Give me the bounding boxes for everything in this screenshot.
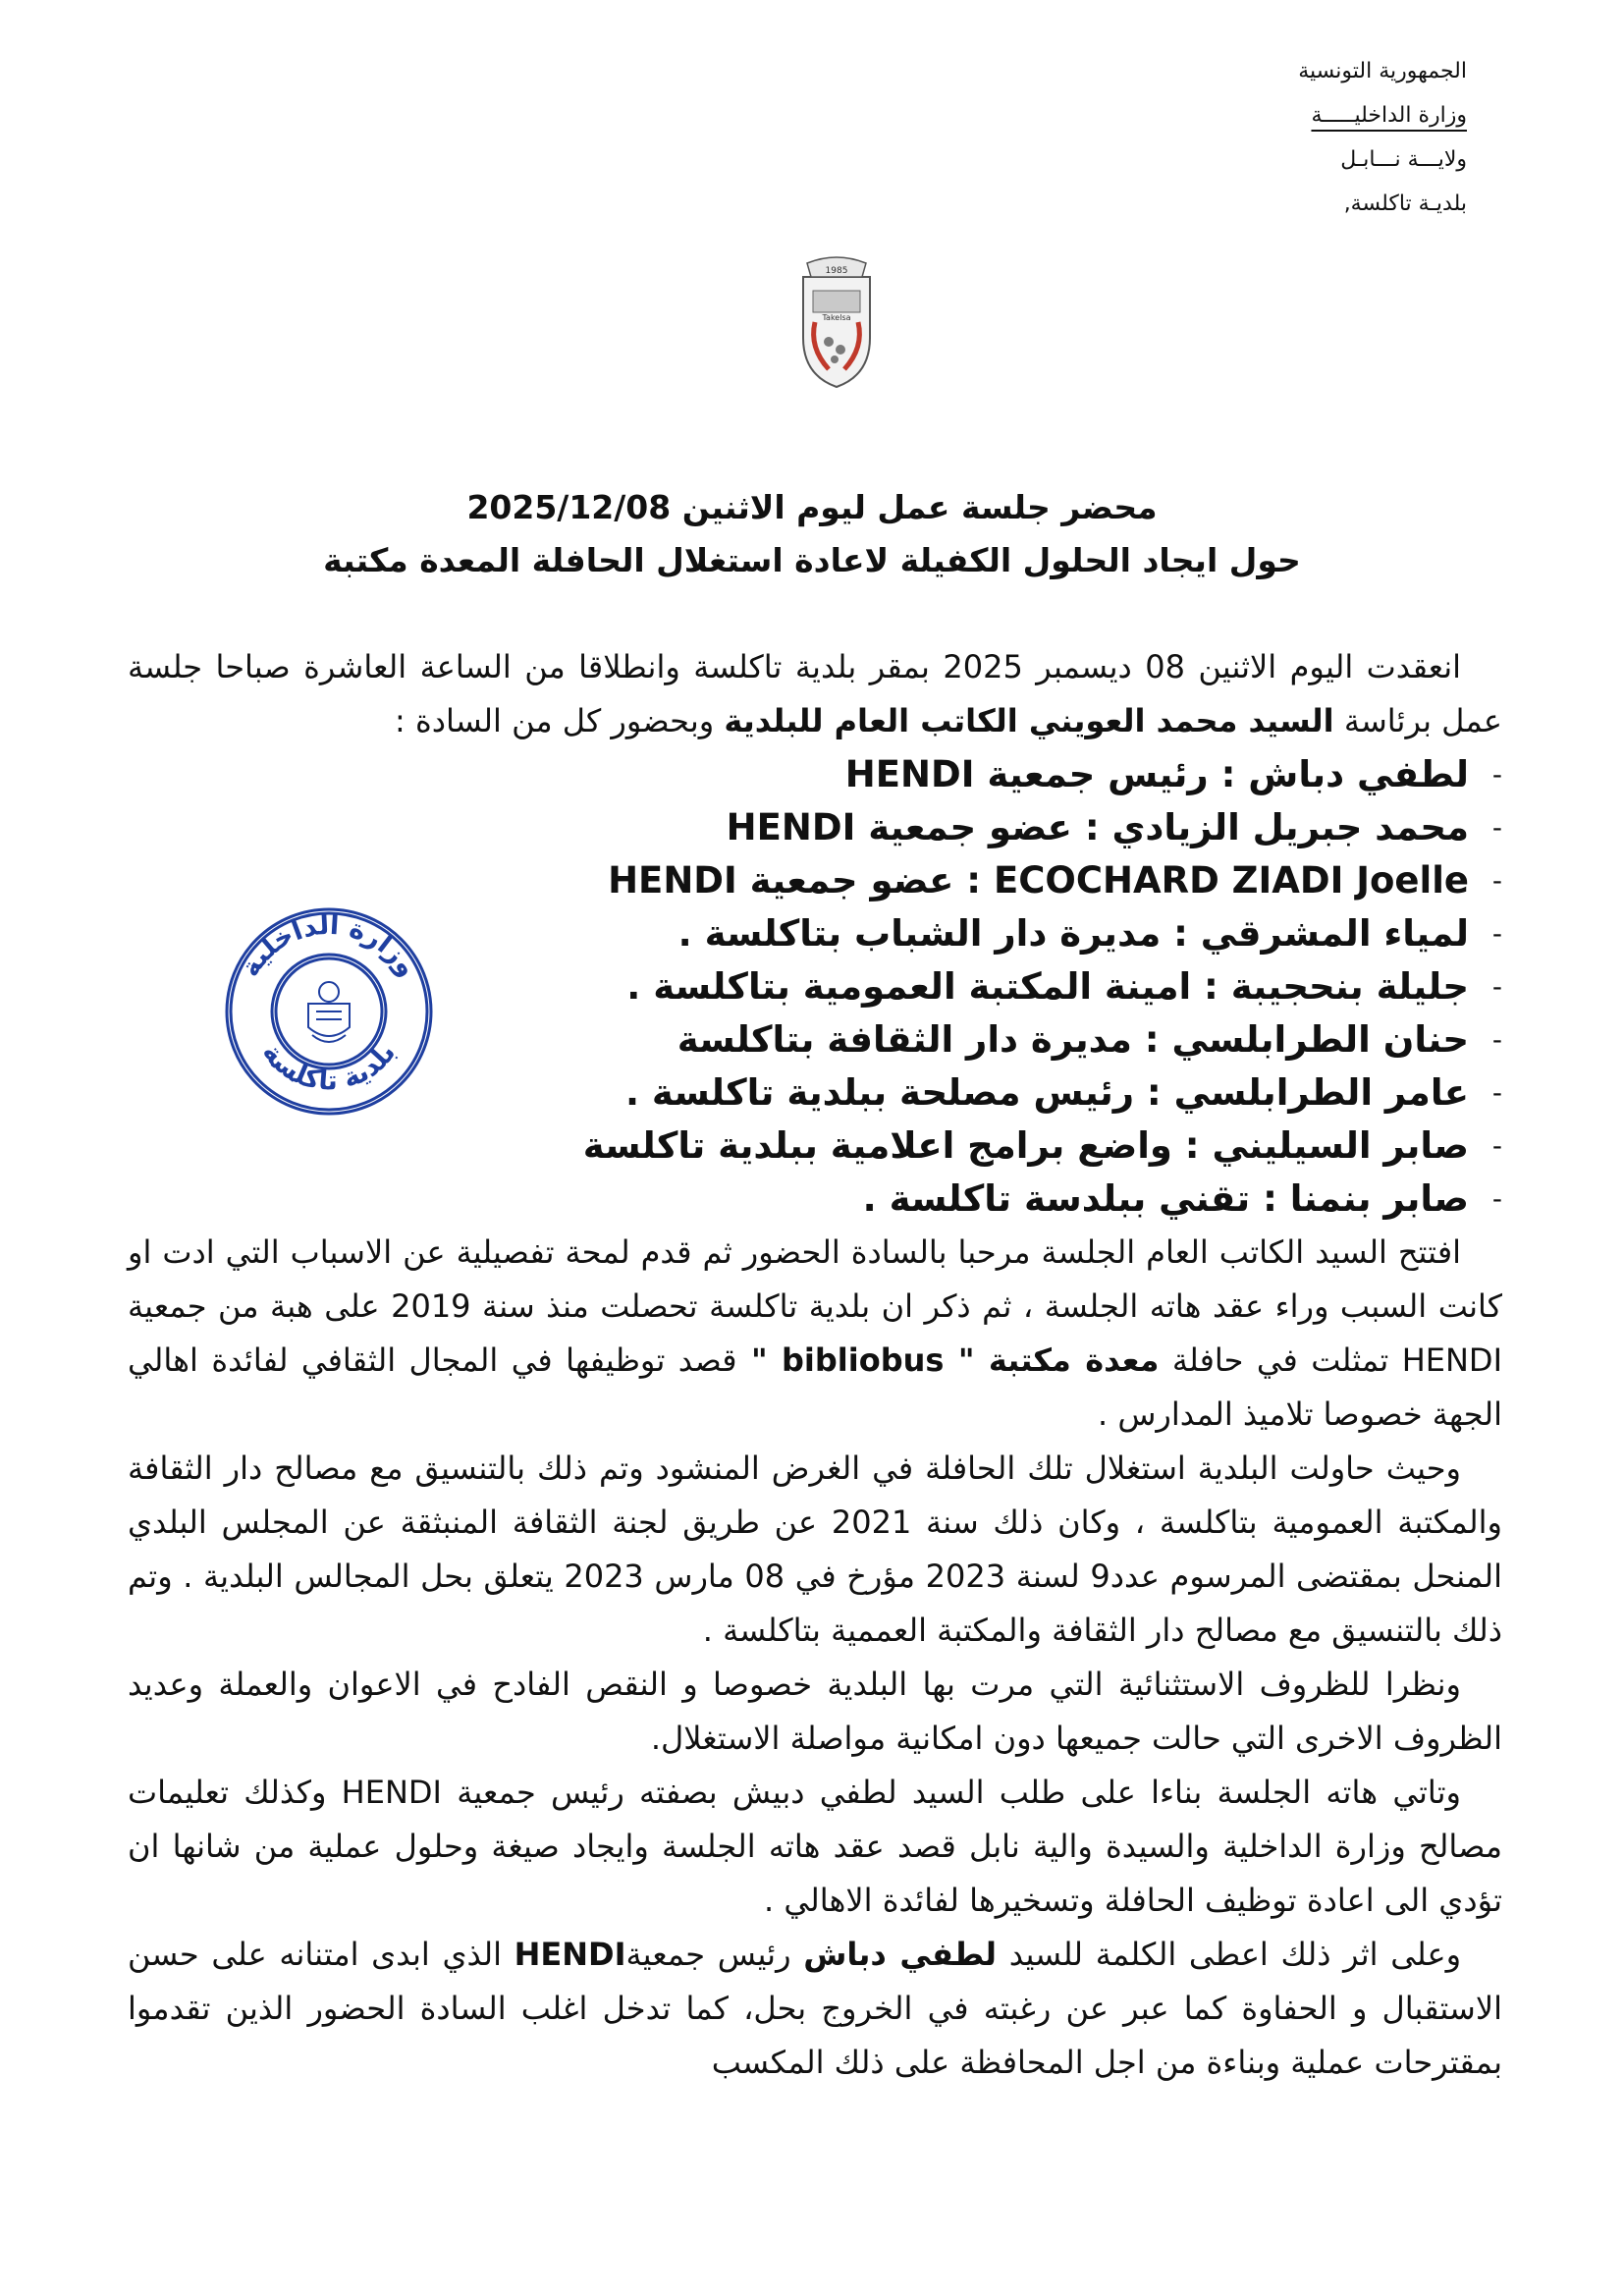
paragraph-circumstances: ونظرا للظروف الاستثنائية التي مرت بها البلدية خصوصا و النقص الفادح في الاعوان والعملة وعديد الظروف الاخرى التي حالت جميعها دون امكانية مواصلة الاستغلال. xyxy=(128,1666,1502,1757)
attendee-item xyxy=(128,1013,1502,1066)
attendee-item xyxy=(128,960,1502,1013)
para1-text-1: افتتح السيد الكاتب العام الجلسة مرحبا بالسادة الحضور ثم قدم لمحة تفصيلية عن الاسباب التي ادت او كانت السبب وراء عقد هاته الجلسة ، ثم ذكر ان بلدية تاكلسة تحصلت منذ سنة 2019 على هبة من جمعية HENDI تمثلت في حافلة xyxy=(128,1233,1503,1379)
paragraph-discussion xyxy=(128,1928,1502,2090)
bullet-dash: - xyxy=(1491,917,1502,950)
country-name: الجمهورية التونسية xyxy=(1298,59,1467,83)
emblem-year: 1985 xyxy=(825,266,848,276)
intro-paragraph xyxy=(128,640,1502,748)
governorate-name: ولايـــة نـــابـل xyxy=(1340,147,1467,172)
municipal-emblem-icon xyxy=(789,253,884,391)
bullet-dash: - xyxy=(1491,1076,1502,1109)
attendee-text: جليلة بنحجيبة : امينة المكتبة العمومية بتاكلسة . xyxy=(626,965,1469,1008)
attendee-text: لمياء المشرقي : مديرة دار الشباب بتاكلسة . xyxy=(677,912,1469,955)
intro-text-1: انعقدت اليوم الاثنين 08 ديسمبر 2025 بمقر بلدية تاكلسة وانطلاقا من الساعة العاشرة صباحا جلسة عمل برئاسة xyxy=(128,648,1502,739)
stamp-bottom-text: بلدية تاكلسة xyxy=(255,1037,403,1097)
attendee-item xyxy=(128,1066,1502,1120)
bullet-dash: - xyxy=(1491,1129,1502,1162)
paragraph-opening xyxy=(128,1226,1502,1442)
bullet-dash: - xyxy=(1491,1182,1502,1215)
intro-text-2: وبحضور كل من السادة : xyxy=(395,702,725,739)
attendee-text: ECOCHARD ZIADI Joelle : عضو جمعية HENDI xyxy=(608,859,1469,902)
paragraph-history: وحيث حاولت البلدية استغلال تلك الحافلة في الغرض المنشود وتم ذلك بالتنسيق مع مصالح دار الثقافة والمكتبة العمومية بتاكلسة ، وكان ذلك سنة 2021 عن طريق لجنة الثقافة المنبثقة عن المجلس البلدي المنحل بمقتضى المرسوم عدد9 لسنة 2023 مؤرخ في 08 مارس 2023 يتعلق بحل المجالس البلدية . وتم ذلك بالتنسيق مع مصالح دار الثقافة والمكتبة العممية بتاكلسة . xyxy=(128,1449,1503,1649)
para1-bold-1: معدة مكتبة xyxy=(988,1341,1160,1379)
attendee-item xyxy=(128,907,1502,960)
para5-text-1: وعلى اثر ذلك اعطى الكلمة للسيد xyxy=(997,1936,1462,1973)
para1-text-2: قصد توظيفها في المجال الثقافي لفائدة اهالي الجهة خصوصا تلاميذ المدارس . xyxy=(128,1341,1502,1433)
attendee-item xyxy=(128,801,1502,854)
municipality-name: بلديـة تاكلسة, xyxy=(1343,191,1467,216)
attendee-item xyxy=(128,1120,1502,1173)
document-body xyxy=(128,640,1502,2090)
attendee-text: صابر السيليني : واضع برامج اعلامية ببلدية تاكلسة xyxy=(582,1124,1469,1167)
para1-bold-2: " bibliobus " xyxy=(736,1341,989,1379)
bullet-dash: - xyxy=(1491,864,1502,897)
attendee-text: حنان الطرابلسي : مديرة دار الثقافة بتاكلسة xyxy=(677,1018,1469,1061)
ministry-name: وزارة الداخليـــــة xyxy=(1311,103,1467,128)
attendee-item xyxy=(128,748,1502,801)
emblem-crest xyxy=(803,257,870,387)
emblem-name: Takelsa xyxy=(822,313,851,322)
bullet-dash: - xyxy=(1491,1023,1502,1056)
para5-bold-1: لطفي دباش xyxy=(803,1936,998,1973)
attendee-text: لطفي دباش : رئيس جمعية HENDI xyxy=(844,753,1469,795)
attendee-item xyxy=(128,854,1502,907)
attendee-text: عامر الطرابلسي : رئيس مصلحة ببلدية تاكلسة . xyxy=(625,1071,1469,1114)
title-line-1: محضر جلسة عمل ليوم الاثنين 2025/12/08 xyxy=(466,488,1158,526)
stamp-top-text: وزارة الداخلية xyxy=(235,909,423,983)
paragraph-request: وتاتي هاته الجلسة بناءا على طلب السيد لطفي دبيش بصفته رئيس جمعية HENDI وكذلك تعليمات مصالح وزارة الداخلية والسيدة والية نابل قصد عقد هاته الجلسة وايجاد صيغة وحلول عملية من شانها ان تؤدي الى اعادة توظيف الحافلة وتسخيرها لفائدة الاهالي . xyxy=(128,1774,1502,1919)
title-line-2: حول ايجاد الحلول الكفيلة لاعادة استغلال الحافلة المعدة مكتبة xyxy=(323,541,1301,579)
letterhead xyxy=(1055,49,1467,226)
intro-chair: السيد محمد العويني الكاتب العام للبلدية xyxy=(724,702,1334,739)
attendee-text: صابر بنمنا : تقني ببلدسة تاكلسة . xyxy=(862,1177,1469,1220)
para5-bold-2: HENDI xyxy=(514,1936,626,1973)
bullet-dash: - xyxy=(1491,811,1502,844)
para5-text-3: الذي ابدى امتنانه على حسن الاستقبال و الحفاوة كما عبر عن رغبته في الخروج بحل، كما تدخل اغلب السادة الحضور الذين تقدموا بمقترحات عملية وبناءة من اجل المحافظة على ذلك المكسب xyxy=(128,1936,1502,2081)
bullet-dash: - xyxy=(1491,970,1502,1003)
document-title xyxy=(255,481,1369,587)
bullet-dash: - xyxy=(1491,758,1502,791)
attendee-list xyxy=(128,748,1502,1226)
attendee-item xyxy=(128,1173,1502,1226)
para5-text-2: رئيس جمعية xyxy=(625,1936,804,1973)
attendee-text: محمد جبريل الزيادي : عضو جمعية HENDI xyxy=(726,806,1469,848)
